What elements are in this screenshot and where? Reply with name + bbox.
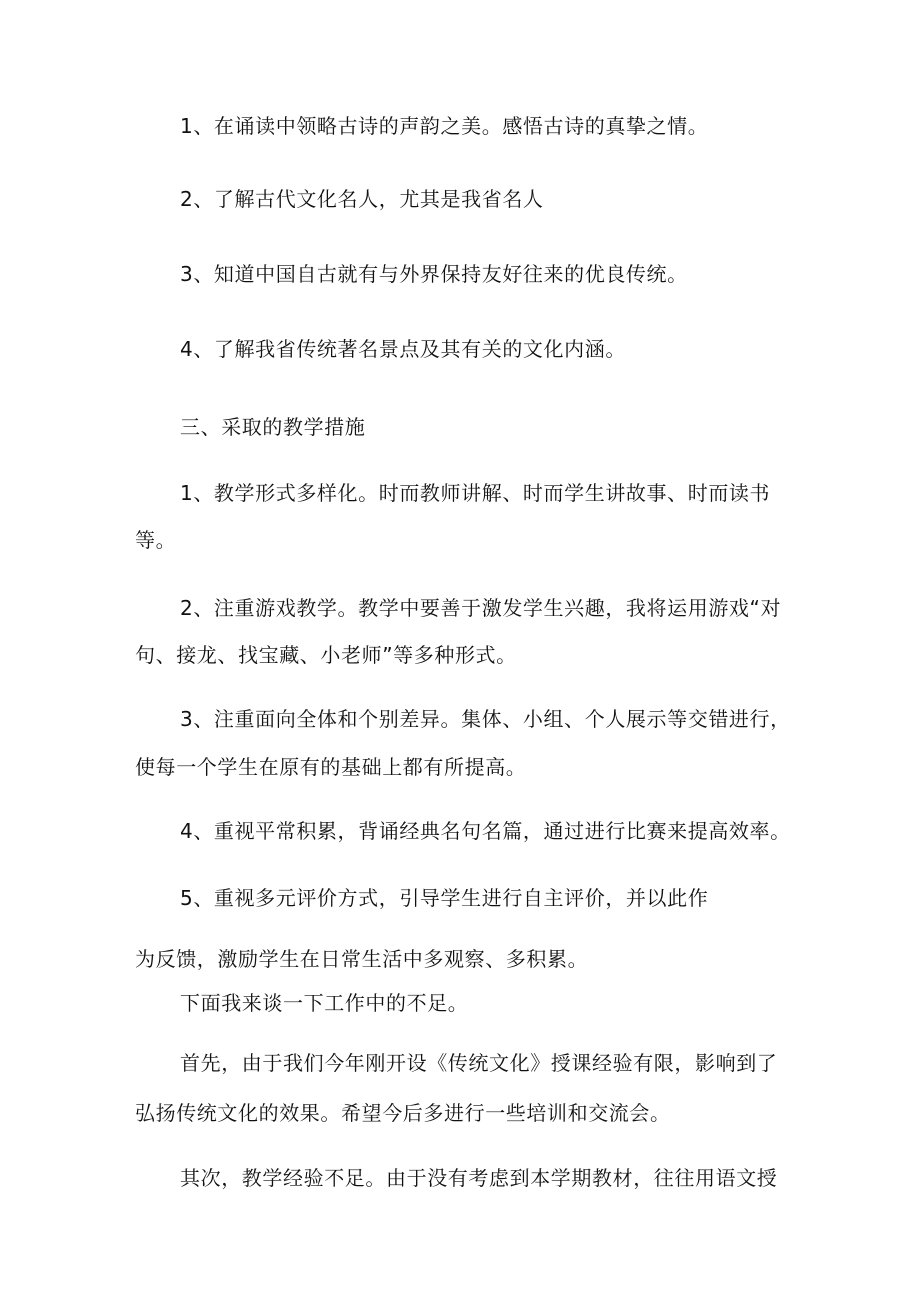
paragraph-line: 为反馈，激励学生在日常生活中多观察、多积累。 <box>135 947 589 971</box>
paragraph-line: 弘扬传统文化的效果。希望今后多进行一些培训和交流会。 <box>135 1101 671 1125</box>
section-heading: 三、采取的教学措施 <box>180 415 366 439</box>
paragraph-line: 1、在诵读中领略古诗的声韵之美。感悟古诗的真挚之情。 <box>180 114 709 138</box>
paragraph-line: 等。 <box>135 528 177 552</box>
paragraph-line: 3、知道中国自古就有与外界保持友好往来的优良传统。 <box>180 262 688 286</box>
paragraph-line: 其次，教学经验不足。由于没有考虑到本学期教材，往往用语文授 <box>180 1166 778 1190</box>
paragraph-line: 3、注重面向全体和个别差异。集体、小组、个人展示等交错进行， <box>180 707 791 731</box>
paragraph-line: 5、重视多元评价方式，引导学生进行自主评价，并以此作 <box>180 886 709 910</box>
paragraph-line: 1、教学形式多样化。时而教师讲解、时而学生讲故事、时而读书 <box>180 481 771 505</box>
paragraph-line: 4、重视平常积累，背诵经典名句名篇，通过进行比赛来提高效率。 <box>180 819 791 843</box>
paragraph-line: 4、了解我省传统著名景点及其有关的文化内涵。 <box>180 337 626 361</box>
paragraph-line: 使每一个学生在原有的基础上都有所提高。 <box>135 755 527 779</box>
paragraph-line: 下面我来谈一下工作中的不足。 <box>180 991 469 1015</box>
paragraph-line: 首先，由于我们今年刚开设《传统文化》授课经验有限，影响到了 <box>180 1051 778 1075</box>
paragraph-line: 句、接龙、找宝藏、小老师”等多种形式。 <box>135 643 517 667</box>
paragraph-line: 2、了解古代文化名人，尤其是我省名人 <box>180 187 544 211</box>
paragraph-line: 2、注重游戏教学。教学中要善于激发学生兴趣，我将运用游戏“对 <box>180 596 782 620</box>
